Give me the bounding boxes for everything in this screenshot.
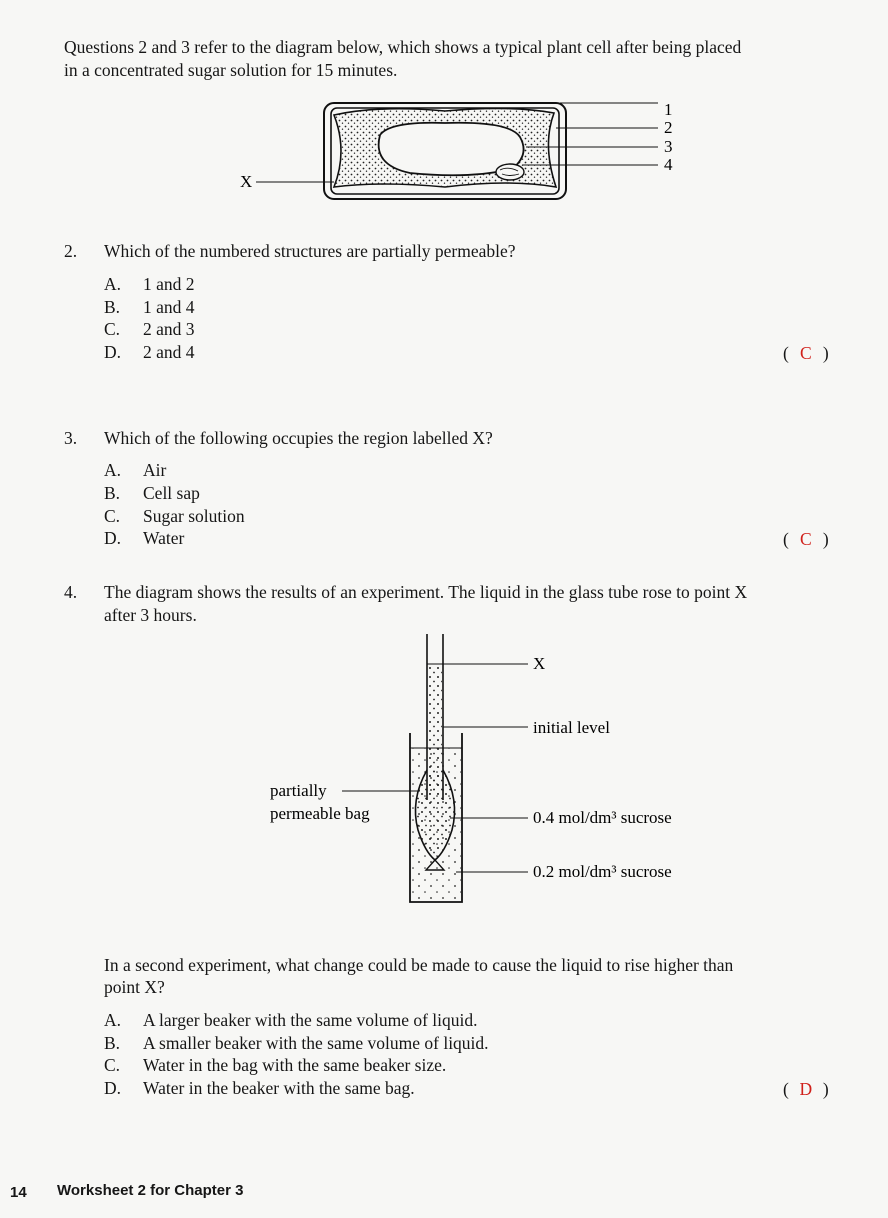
- intro-line-2: in a concentrated sugar solution for 15 minutes.: [64, 60, 398, 80]
- q2-option-b-text: 1 and 4: [143, 297, 195, 317]
- plant-cell-diagram: [230, 95, 690, 210]
- q2-text: Which of the numbered structures are partially permeable?: [104, 241, 516, 261]
- label-bag-line1: partially: [270, 781, 327, 800]
- cell-label-3: 3: [664, 137, 673, 156]
- q3-option-b-text: Cell sap: [143, 483, 200, 503]
- cell-label-x: X: [240, 172, 253, 191]
- label-initial-level: initial level: [533, 718, 610, 737]
- q4-option-a-letter: A.: [104, 1010, 122, 1030]
- label-bag-line2: permeable bag: [270, 804, 370, 823]
- q4-question-line-2: point X?: [104, 977, 165, 997]
- q3-option-c-text: Sugar solution: [143, 506, 245, 526]
- q2-option-a-letter: A.: [104, 274, 122, 294]
- intro-line-1: Questions 2 and 3 refer to the diagram below, which shows a typical plant cell after being placed: [64, 37, 742, 57]
- q4-number: 4.: [64, 582, 78, 602]
- q3-option-b-letter: B.: [104, 483, 121, 503]
- q4-option-a-text: A larger beaker with the same volume of liquid.: [143, 1010, 478, 1030]
- q4-option-b-letter: B.: [104, 1033, 121, 1053]
- label-inside-concentration: 0.4 mol/dm³ sucrose: [533, 808, 672, 827]
- q2-answer: ( C ): [783, 343, 829, 363]
- q4-question-line-1: In a second experiment, what change could be made to cause the liquid to rise higher than: [104, 955, 734, 975]
- nucleus: [496, 164, 524, 180]
- q2-option-a-text: 1 and 2: [143, 274, 195, 294]
- q2-option-b-letter: B.: [104, 297, 121, 317]
- q4-option-b-text: A smaller beaker with the same volume of liquid.: [143, 1033, 489, 1053]
- cell-label-1: 1: [664, 100, 673, 119]
- q4-option-c-text: Water in the bag with the same beaker size.: [143, 1055, 447, 1075]
- q3-option-d-text: Water: [143, 528, 185, 548]
- cell-label-4: 4: [664, 155, 673, 174]
- cell-label-2: 2: [664, 118, 673, 137]
- q2-option-d-text: 2 and 4: [143, 342, 195, 362]
- q3-answer: ( C ): [783, 529, 829, 549]
- q3-answer-letter: C: [799, 529, 812, 549]
- label-x: X: [533, 654, 546, 673]
- q3-text: Which of the following occupies the region labelled X?: [104, 428, 493, 448]
- q3-option-c-letter: C.: [104, 506, 121, 526]
- q2-option-c-letter: C.: [104, 319, 121, 339]
- label-outside-concentration: 0.2 mol/dm³ sucrose: [533, 862, 672, 881]
- q3-option-d-letter: D.: [104, 528, 122, 548]
- osmosis-apparatus-diagram: [260, 630, 710, 910]
- q2-option-d-letter: D.: [104, 342, 122, 362]
- q3-option-a-text: Air: [143, 460, 167, 480]
- q3-option-a-letter: A.: [104, 460, 122, 480]
- q4-option-d-text: Water in the beaker with the same bag.: [143, 1078, 415, 1098]
- q4-option-d-letter: D.: [104, 1078, 122, 1098]
- page-number: 14: [10, 1184, 27, 1201]
- q2-answer-letter: C: [799, 343, 812, 363]
- q2-number: 2.: [64, 241, 78, 261]
- q2-option-c-text: 2 and 3: [143, 319, 195, 339]
- q4-answer: ( D ): [783, 1079, 829, 1099]
- q3-number: 3.: [64, 428, 78, 448]
- q4-option-c-letter: C.: [104, 1055, 121, 1075]
- q4-line-2: after 3 hours.: [104, 605, 197, 625]
- footer-title: Worksheet 2 for Chapter 3: [57, 1182, 244, 1199]
- q4-answer-letter: D: [799, 1079, 813, 1099]
- q4-line-1: The diagram shows the results of an experiment. The liquid in the glass tube rose to point X: [104, 582, 748, 602]
